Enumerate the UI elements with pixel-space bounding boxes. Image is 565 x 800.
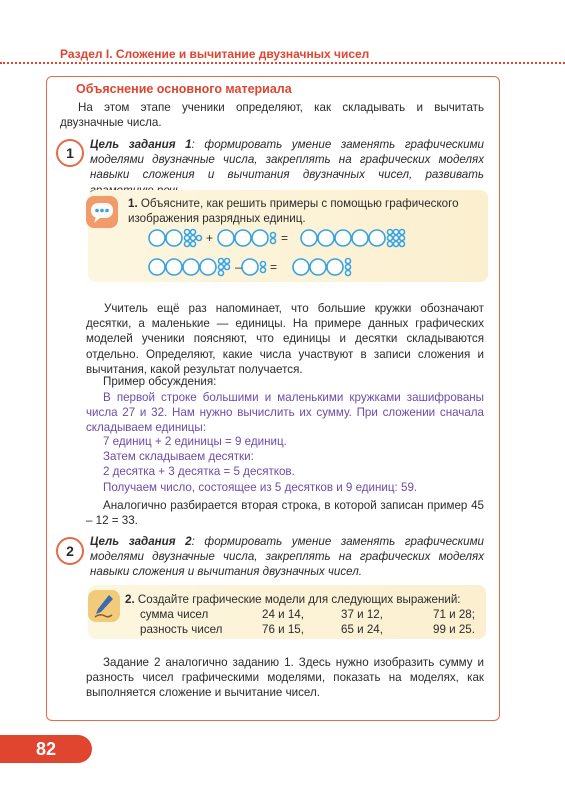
discussion-paragraph: В первой строке большими и маленькими кружками зашифрованы числа 27 и 32. Нам нужно вычислить их сумму. При сложении сначала складываем единицы:	[86, 391, 484, 435]
task-2-row-2-c: 99 и 25.	[433, 623, 475, 636]
model-27	[149, 230, 202, 247]
task-1-number: 1.	[128, 197, 138, 210]
task-2-row-1-c: 71 и 28;	[433, 608, 475, 621]
model-32	[218, 230, 276, 246]
closing-paragraph: Задание 2 аналогично заданию 1. Здесь нужно изобразить сумму и разность чисел графическими моделями, показать на моделях, как выполняется сложение и вычитание чисел.	[86, 656, 484, 700]
goal-2-text: : формировать умение заменять графическими моделями двузначные числа, закреплять на графических моделях навыки сложения и вычитания двузначных чисел.	[90, 535, 484, 579]
task-2-number: 2.	[125, 593, 135, 606]
discussion-line-3: 2 десятка + 3 десятка = 5 десятков.	[103, 465, 295, 478]
goal-1-label: Цель задания 1	[90, 138, 192, 151]
task-2-row-1-label: сумма чисел	[140, 608, 209, 621]
explanation-paragraph: Учитель ещё раз напоминает, что большие кружки обозначают десятки, а маленькие — единицы. На примере данных графических моделей ученики поясняют, что единицы и десятки складываются отдельно. Определяют, какие числа участвуют в записи сложения и вычитания, какой результат получается.	[86, 302, 484, 376]
model-33	[293, 259, 351, 276]
example-label: Пример обсуждения:	[103, 375, 217, 388]
goal-1-paragraph	[90, 137, 484, 198]
goal-2-number-badge: 2	[56, 537, 84, 565]
equals-sign-row1: =	[281, 231, 289, 245]
task-2-row-2-label: разность чисел	[140, 623, 223, 636]
page-number: 82	[0, 735, 92, 763]
model-59	[301, 230, 405, 247]
discussion-line-4: Получаем число, состоящее из 5 десятков и 9 единиц: 59.	[103, 481, 418, 494]
discussion-line-2: Затем складываем десятки:	[103, 450, 254, 463]
model-12	[242, 259, 266, 275]
goal-2-label: Цель задания 2	[90, 535, 192, 548]
task-1-text	[128, 196, 478, 226]
goal-1-text: : формировать умение заменять графическими моделями двузначные числа, закреплять на графических моделях навыки сложения и вычитания двузначных чисел, развивать	[90, 138, 484, 182]
speech-bubble-icon	[86, 196, 118, 228]
model-45	[149, 259, 230, 276]
task-2-row-1-b: 37 и 12,	[341, 608, 383, 621]
task-2-row-2-a: 76 и 15,	[262, 623, 304, 636]
task-2-instructions: Создайте графические модели для следующих выражений:	[137, 593, 461, 606]
section-header: Раздел I. Сложение и вычитание двузначных чисел	[60, 47, 370, 61]
task-2-text	[125, 592, 480, 607]
panel-title: Объяснение основного материала	[76, 82, 292, 96]
discussion-line-1: 7 единиц + 2 единицы = 9 единиц.	[103, 435, 287, 448]
minus-sign: –	[235, 260, 242, 274]
equals-sign-row2: =	[270, 260, 278, 274]
header-dotted-divider	[0, 62, 565, 64]
similar-paragraph: Аналогично разбирается вторая строка, в которой записан пример 45 – 12 = 33.	[86, 499, 484, 528]
task-2-row-1-a: 24 и 14,	[262, 608, 304, 621]
plus-sign: +	[206, 231, 214, 245]
intro-paragraph: На этом этапе ученики определяют, как складывать и вычитать двузначные числа.	[60, 101, 484, 130]
graphic-models-svg	[148, 227, 438, 279]
goal-1-number-badge: 1	[56, 139, 84, 167]
task-2-row-2-b: 65 и 24,	[341, 623, 383, 636]
task-1-instructions: Объясните, как решить примеры с помощью графического изображения разрядных единиц.	[128, 197, 459, 225]
pencil-hand-icon	[88, 590, 120, 622]
goal-2-paragraph	[90, 534, 484, 580]
